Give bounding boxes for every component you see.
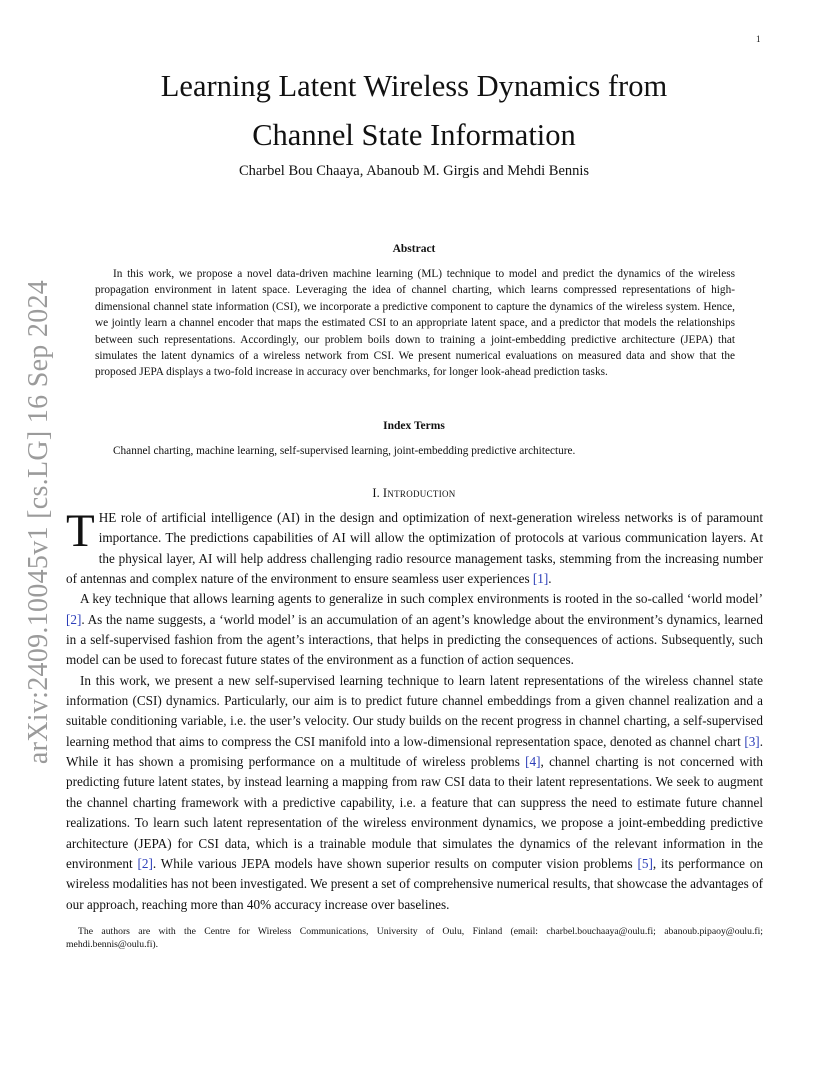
citation-link[interactable]: [1] xyxy=(532,571,549,587)
abstract-heading: Abstract xyxy=(392,243,436,255)
author-footnote: The authors are with the Centre for Wireless Communications, University of Oulu, Finland (email: charbel.bouchaaya@oulu.fi; abanoub.pipaoy@oulu.fi; mehdi.bennis@oulu.fi). xyxy=(66,926,763,950)
drop-cap: T xyxy=(66,505,95,557)
paragraph-1: THE role of artificial intelligence (AI) in the design and optimization of next-generation wireless networks is of paramount importance. The predictions capabilities of AI will allow the optimization of protocols at various communication layers. At the physical layer, AI will help address challenging radio resource management tasks, stemming from the increasing number of antennas and complex nature of the environment to ensure seamless user experiences [1]. xyxy=(66,505,763,587)
paper-title xyxy=(100,62,728,160)
section-number: I. xyxy=(372,486,383,500)
page-number: 1 xyxy=(756,34,761,44)
introduction-heading xyxy=(100,486,728,501)
paragraph-3: In this work, we present a new self-supervised learning technique to learn latent representations of the wireless channel state information (CSI) dynamics. Particularly, our aim is to predict future channel embeddings from a given channel realization and a suitable conditioning variable, i.e. the user’s velocity. Our study builds on the recent progress in channel charting, a self-supervised learning method that aims to compress the CSI manifold into a low-dimensional representation space, denoted as channel chart [3]. While it has shown a promising performance on a multitude of wireless problems [4], channel charting is not concerned with predicting future latent states, by instead learning a mapping from raw CSI data to their latent representations. We seek to augment the channel charting framework with a predictive capability, i.e. a feature that can suppress the need to estimate future channel realizations. To learn such latent representation of the wireless environment dynamics, we propose a joint-embedding predictive architecture (JEPA) for CSI data, which is a trainable module that simulates the dynamics of the relevant information in the environment [2]. While various JEPA models have shown superior results on computer vision problems [5], its performance on wireless modalities has not been investigated. We present a set of comprehensive numerical results, that showcase the advantages of our approach, reaching more than 40% accuracy increase over baselines. xyxy=(66,672,763,912)
paragraph-1-text: HE role of artificial intelligence (AI) in the design and optimization of next-generation wireless networks is of paramount importance. The predictions capabilities of AI will allow the optimization of protocols at various communication layers. At the physical layer, AI will help address challenging radio resource management tasks, stemming from the increasing number of antennas and complex nature of the environment to ensure seamless user experiences xyxy=(66,510,763,587)
author-list: Charbel Bou Chaaya, Abanoub M. Girgis and Mehdi Bennis xyxy=(238,163,590,179)
citation-link[interactable]: [5] xyxy=(637,855,653,871)
arxiv-identifier: arXiv:2409.10045v1 [cs.LG] 16 Sep 2024 xyxy=(23,279,54,765)
citation-link[interactable]: [3] xyxy=(744,733,760,749)
citation-link[interactable]: [2] xyxy=(137,855,153,871)
title-line-1: Learning Latent Wireless Dynamics from xyxy=(160,69,668,103)
abstract-text: In this work, we propose a novel data-driven machine learning (ML) technique to model and predict the dynamics of the wireless propagation environment in latent space. Leveraging the idea of channel charting, which learns compressed representations of high-dimensional channel state information (CSI), we incorporate a predictive component to capture the dynamics of the wireless system. Hence, we jointly learn a channel encoder that maps the estimated CSI to an appropriate latent space, and a predictor that models the relationships between such representations. Accordingly, our problem boils down to training a joint-embedding predictive architecture (JEPA) that simulates the latent dynamics of a wireless network from CSI. We present numerical evaluations on measured data and show that the proposed JEPA displays a two-fold increase in accuracy over benchmarks, for longer look-ahead prediction tasks. xyxy=(95,268,735,379)
citation-link[interactable]: [2] xyxy=(66,611,82,627)
index-terms-heading: Index Terms xyxy=(383,420,445,432)
citation-link[interactable]: [4] xyxy=(525,754,541,770)
paragraph-2: A key technique that allows learning agents to generalize in such complex environments is rooted in the so-called ‘world model’ [2]. As the name suggests, a ‘world model’ is an accumulation of an agent’s knowledge about the environment’s dynamics, learned in a self-supervised fashion from the agent’s interactions, that helps in predicting the consequences of actions. Subsequently, such model can be used to forecast future states of the environment as a function of action sequences. xyxy=(66,591,763,668)
introduction-body xyxy=(66,505,763,915)
title-line-2: Channel State Information xyxy=(252,118,576,152)
section-title: Introduction xyxy=(382,486,456,500)
percent-value: 40% xyxy=(246,896,272,912)
index-terms-text: Channel charting, machine learning, self-supervised learning, joint-embedding predictive architecture. xyxy=(113,445,576,457)
